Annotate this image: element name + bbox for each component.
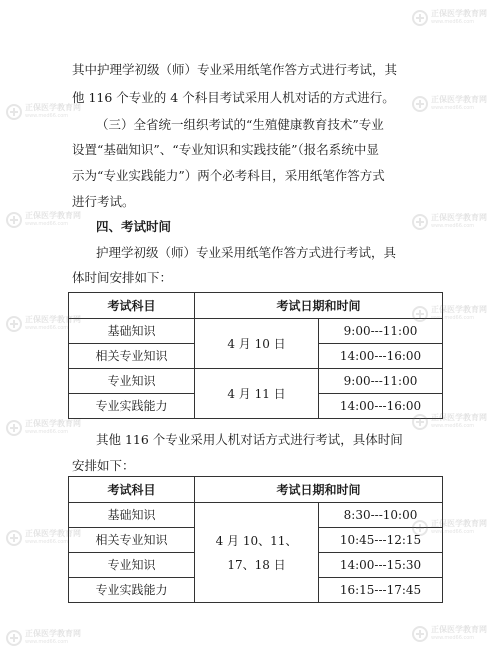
subject-cell: 相关专业知识 <box>69 528 195 553</box>
med66-logo-icon <box>6 530 22 546</box>
subject-cell: 基础知识 <box>69 319 195 344</box>
time-cell: 9:00---11:00 <box>319 369 443 394</box>
med66-logo-icon <box>412 214 428 230</box>
paragraph-line: 其他 116 个专业采用人机对话方式进行考试，具体时间 <box>96 432 403 447</box>
med66-logo-icon <box>6 420 22 436</box>
paragraph-line: 示为“专业实践能力”）两个必考科目，采用纸笔作答方式 <box>72 168 385 183</box>
subject-cell: 专业实践能力 <box>69 578 195 603</box>
table-header-row <box>69 293 443 319</box>
paragraph-line: 设置“基础知识”、“专业知识和实践技能”（报名系统中显 <box>72 142 379 157</box>
header-subject: 考试科目 <box>69 477 195 503</box>
header-datetime: 考试日期和时间 <box>195 477 443 503</box>
time-cell: 16:15---17:45 <box>319 578 443 603</box>
time-cell: 14:00---15:30 <box>319 553 443 578</box>
watermark: 正保医学教育网 www.med66.com <box>6 530 81 546</box>
table-header-row <box>69 477 443 503</box>
paragraph-line: 安排如下： <box>72 458 135 473</box>
paragraph-line: 护理学初级（师）专业采用纸笔作答方式进行考试，具 <box>96 245 397 260</box>
paragraph-line: 体时间安排如下： <box>72 270 173 285</box>
subject-cell: 基础知识 <box>69 503 195 528</box>
watermark: 正保医学教育网 www.med66.com <box>6 420 81 436</box>
table-row <box>69 319 443 344</box>
watermark: 正保医学教育网 www.med66.com <box>412 10 487 26</box>
time-cell: 9:00---11:00 <box>319 319 443 344</box>
med66-logo-icon <box>412 306 428 322</box>
med66-logo-icon <box>6 104 22 120</box>
table-row <box>69 369 443 394</box>
date-cell: 4 月 11 日 <box>195 369 319 419</box>
watermark: 正保医学教育网 www.med66.com <box>412 626 487 642</box>
time-cell: 8:30---10:00 <box>319 503 443 528</box>
table-row <box>69 503 443 528</box>
time-cell: 14:00---16:00 <box>319 394 443 419</box>
exam-schedule-table-paper <box>68 292 443 419</box>
date-line: 17、18 日 <box>227 557 286 572</box>
paragraph-line: 他 116 个专业的 4 个科目考试采用人机对话的方式进行。 <box>72 90 395 105</box>
time-cell: 10:45---12:15 <box>319 528 443 553</box>
date-cell <box>195 503 319 603</box>
watermark: 正保医学教育网 www.med66.com <box>412 414 487 430</box>
watermark: 正保医学教育网 www.med66.com <box>6 104 81 120</box>
watermark: 正保医学教育网 www.med66.com <box>412 214 487 230</box>
subject-cell: 相关专业知识 <box>69 344 195 369</box>
med66-logo-icon <box>6 212 22 228</box>
subject-cell: 专业实践能力 <box>69 394 195 419</box>
paragraph-line: （三）全省统一组织考试的“生殖健康教育技术”专业 <box>96 117 384 132</box>
med66-logo-icon <box>412 414 428 430</box>
watermark: 正保医学教育网 www.med66.com <box>6 630 81 646</box>
header-datetime: 考试日期和时间 <box>195 293 443 319</box>
watermark: 正保医学教育网 www.med66.com <box>6 212 81 228</box>
watermark: 正保医学教育网 www.med66.com <box>412 306 487 322</box>
section-heading: 四、考试时间 <box>96 219 172 234</box>
watermark: 正保医学教育网 www.med66.com <box>412 520 487 536</box>
med66-logo-icon <box>412 10 428 26</box>
med66-logo-icon <box>6 316 22 332</box>
date-line: 4 月 10、11、 <box>215 533 298 548</box>
med66-logo-icon <box>6 630 22 646</box>
time-cell: 14:00---16:00 <box>319 344 443 369</box>
watermark: 正保医学教育网 www.med66.com <box>412 96 487 112</box>
med66-logo-icon <box>412 96 428 112</box>
exam-schedule-table-computer <box>68 476 443 603</box>
subject-cell: 专业知识 <box>69 553 195 578</box>
paragraph-line: 其中护理学初级（师）专业采用纸笔作答方式进行考试，其 <box>72 62 398 77</box>
header-subject: 考试科目 <box>69 293 195 319</box>
watermark: 正保医学教育网 www.med66.com <box>6 316 81 332</box>
med66-logo-icon <box>412 520 428 536</box>
subject-cell: 专业知识 <box>69 369 195 394</box>
paragraph-line: 进行考试。 <box>72 194 135 209</box>
med66-logo-icon <box>412 626 428 642</box>
date-cell: 4 月 10 日 <box>195 319 319 369</box>
